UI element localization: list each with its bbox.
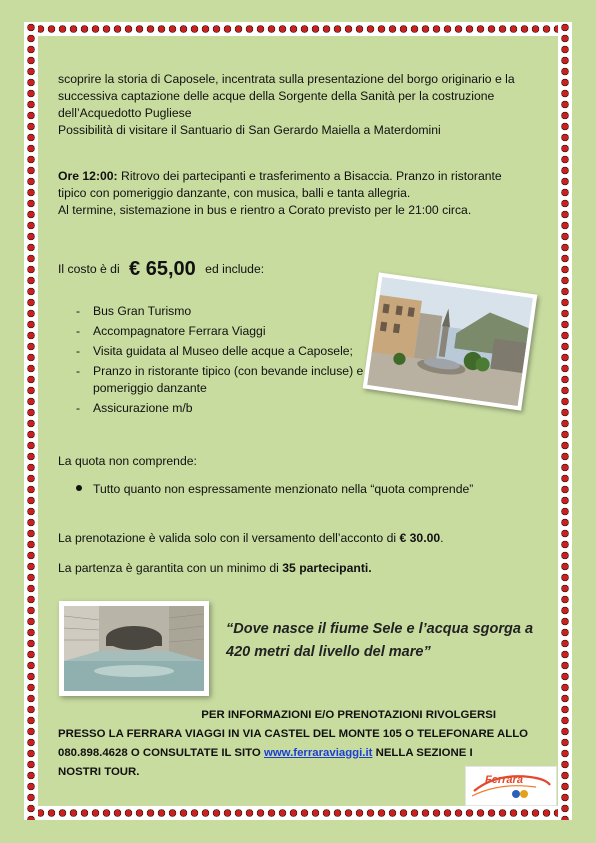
list-item: - Pranzo in ristorante tipico (con bevande incluse) e pomeriggio danzante (58, 363, 380, 397)
info-line (58, 744, 548, 763)
logo-image (466, 767, 556, 805)
cost-suffix: ed include: (205, 262, 265, 276)
info-section-text: NELLA SEZIONE I (372, 747, 473, 759)
list-item: - Bus Gran Turismo (58, 303, 380, 320)
minimum-text: La partenza è garantita con un minimo di (58, 561, 283, 575)
cost-line (58, 258, 264, 281)
schedule-paragraph (58, 168, 502, 219)
intro-line: scoprire la storia di Caposele, incentrata sulla presentazione del borgo originario e la (58, 72, 515, 86)
decorative-border-bottom (24, 806, 572, 820)
not-included-title: La quota non comprende: (58, 454, 197, 468)
website-link[interactable]: www.ferraraviaggi.it (263, 747, 373, 759)
list-item: - Assicurazione m/b (58, 400, 380, 417)
schedule-line (58, 168, 502, 185)
minimum-count: 35 partecipanti. (282, 561, 372, 575)
aqueduct-photo (59, 601, 209, 696)
intro-paragraph (58, 71, 515, 139)
town-square-photo (363, 272, 538, 410)
schedule-text: Ritrovo dei partecipanti e trasferimento a Bisaccia. Pranzo in ristorante (117, 169, 502, 183)
quote-line: “Dove nasce il fiume Sele e l’acqua sgorga a (226, 621, 534, 637)
decorative-border-left (24, 22, 38, 820)
intro-line: Possibilità di visitare il Santuario di San Gerardo Maiella a Materdomini (58, 123, 441, 137)
not-included-text: Tutto quanto non espressamente menzionato nella “quota comprende” (93, 482, 474, 496)
logo-wordmark: Ferrara (485, 774, 523, 786)
intro-line: successiva captazione delle acque della Sorgente della Sanità per la costruzione (58, 89, 495, 103)
quote (226, 618, 536, 664)
info-phone-text: 080.898.4628 O CONSULTATE IL SITO (58, 747, 264, 759)
info-line: PER INFORMAZIONI E/O PRENOTAZIONI RIVOLGERSI (201, 709, 496, 721)
list-item: - Visita guidata al Museo delle acque a Caposele; (58, 343, 380, 360)
list-item: - Accompagnatore Ferrara Viaggi (58, 323, 380, 340)
town-square-image (367, 277, 533, 406)
intro-line: dell’Acquedotto Pugliese (58, 106, 192, 120)
cost-prefix: Il costo è di (58, 262, 120, 276)
bullet-icon (76, 485, 82, 491)
quote-line: 420 metri dal livello del mare” (226, 644, 431, 660)
schedule-line: tipico con pomeriggio danzante, con musica, balli e tanta allegria. (58, 186, 411, 200)
schedule-line: Al termine, sistemazione in bus e rientro a Corato previsto per le 21:00 circa. (58, 203, 472, 217)
ferrara-logo (465, 766, 557, 806)
includes-list (58, 303, 380, 420)
booking-note (58, 531, 444, 545)
not-included-item (76, 482, 473, 496)
info-line: PRESSO LA FERRARA VIAGGI IN VIA CASTEL DEL MONTE 105 O TELEFONARE ALLO (58, 728, 529, 740)
booking-text: La prenotazione è valida solo con il versamento dell’acconto di (58, 531, 400, 545)
minimum-note (58, 561, 372, 575)
decorative-border-right (558, 22, 572, 820)
decorative-border-top (24, 22, 572, 36)
info-line: NOSTRI TOUR. (58, 766, 140, 778)
aqueduct-image (64, 606, 204, 691)
booking-end: . (440, 531, 444, 545)
booking-amount: € 30.00 (399, 531, 441, 545)
schedule-time: Ore 12:00: (58, 169, 118, 183)
cost-price: € 65,00 (129, 258, 196, 280)
